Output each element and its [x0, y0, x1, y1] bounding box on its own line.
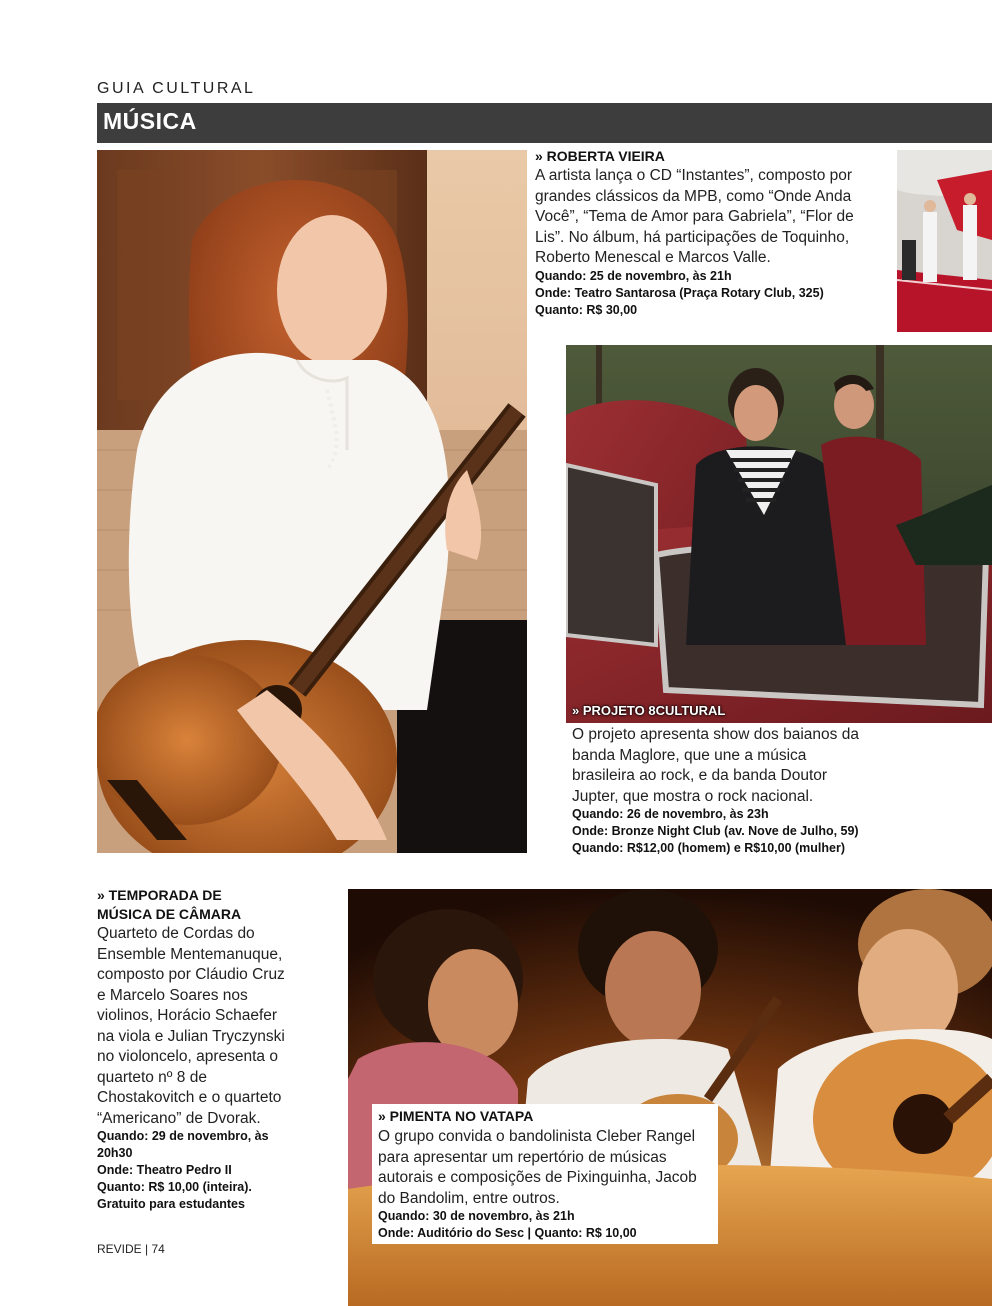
roberta-vieira-photo	[97, 150, 527, 853]
temporada-camara-heading-line-1: » TEMPORADA DE	[97, 887, 222, 903]
page-folio: REVIDE | 74	[97, 1242, 165, 1256]
section-kicker: GUIA CULTURAL	[97, 80, 256, 97]
projeto-8cultural-body: O projeto apresenta show dos baianos da banda Maglore, que une a música brasileira ao rock, e da banda Doutor Jupter, que mostra o rock nacional.	[572, 726, 859, 805]
pimenta-no-vatapa-when: Quando: 30 de novembro, às 21h	[378, 1209, 575, 1223]
temporada-camara-when: Quando: 29 de novembro, às 20h30	[97, 1129, 269, 1160]
projeto-8cultural-price: Quando: R$12,00 (homem) e R$10,00 (mulher)	[572, 841, 845, 855]
temporada-camara-where: Onde: Theatro Pedro II	[97, 1163, 232, 1177]
pimenta-no-vatapa-heading: » PIMENTA NO VATAPA	[378, 1108, 534, 1124]
temporada-camara-heading-line-2: MÚSICA DE CÂMARA	[97, 906, 242, 922]
projeto-8cultural-meta	[572, 806, 892, 857]
projeto-8cultural-heading: » PROJETO 8CULTURAL	[572, 703, 726, 718]
temporada-camara-body: Quarteto de Cordas do Ensemble Mentemanuque, composto por Cláudio Cruz e Marcelo Soares nos violinos, Horácio Schaefer na viola e Julian Tryczynski no violoncelo, apresenta o quarteto nº 8 de Chostakovitch e o quarteto “Americano” de Dvorak.	[97, 925, 285, 1127]
pimenta-no-vatapa-meta	[378, 1208, 716, 1242]
temporada-camara-price: Quanto: R$ 10,00 (inteira). Gratuito para estudantes	[97, 1180, 252, 1211]
projeto-8cultural-photo	[566, 345, 992, 723]
temporada-camara-meta	[97, 1128, 297, 1213]
stage-performance-photo	[897, 150, 992, 332]
roberta-vieira-heading: » ROBERTA VIEIRA	[535, 148, 665, 164]
projeto-8cultural-where: Onde: Bronze Night Club (av. Nove de Julho, 59)	[572, 824, 859, 838]
projeto-8cultural-when: Quando: 26 de novembro, às 23h	[572, 807, 769, 821]
roberta-vieira-where: Onde: Teatro Santarosa (Praça Rotary Club, 325)	[535, 286, 824, 300]
roberta-vieira-body: A artista lança o CD “Instantes”, composto por grandes clássicos da MPB, como “Onde Anda Você”, “Tema de Amor para Gabriela”, “Flor de Lis”. No álbum, há participações de Toquinho, Roberto Menescal e Marcos Valle.	[535, 167, 854, 266]
temporada-camara-heading	[97, 886, 241, 924]
section-title: MÚSICA	[103, 108, 197, 134]
roberta-vieira-price: Quanto: R$ 30,00	[535, 303, 638, 317]
pimenta-no-vatapa-body: O grupo convida o bandolinista Cleber Rangel para apresentar um repertório de músicas autorais e composições de Pixinguinha, Jacob do Bandolim, entre outros.	[378, 1128, 697, 1207]
roberta-vieira-when: Quando: 25 de novembro, às 21h	[535, 269, 732, 283]
roberta-vieira-meta	[535, 268, 887, 319]
section-title-bar	[97, 103, 992, 143]
pimenta-no-vatapa-where-price: Onde: Auditório do Sesc | Quanto: R$ 10,00	[378, 1226, 637, 1240]
